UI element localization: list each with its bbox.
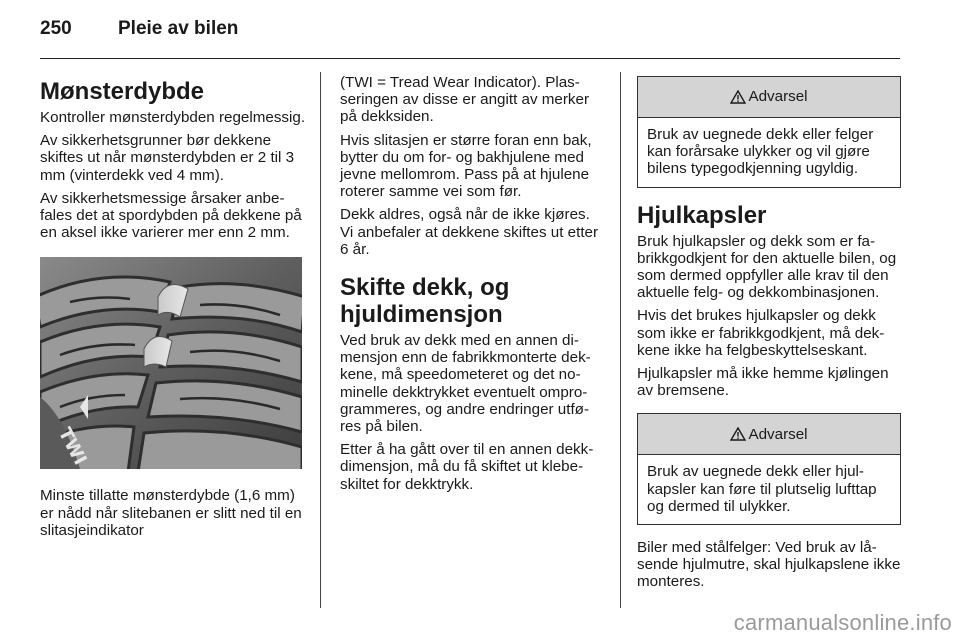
figure-caption: Minste tillatte mønsterdybde (1,6 mm) er nådd når slitebanen er slitt ned til en slitasjeindikator — [40, 487, 302, 539]
paragraph: Kontroller mønsterdybden regelmessig. — [40, 109, 306, 126]
warning-triangle-icon — [730, 90, 746, 104]
paragraph: Hvis det brukes hjulkapsler og dekk som ikke er fabrikkgodkjent, må dekkene ikke ha felgbeskyttelseskant. — [637, 307, 885, 359]
warning-title: Advarsel — [748, 88, 808, 106]
warning-header — [638, 77, 900, 118]
column-left — [40, 68, 306, 545]
column-divider — [320, 72, 321, 608]
paragraph: Dekk aldres, også når de ikke kjøres. Vi anbefaler at dekkene skiftes ut etter 6 år. — [340, 206, 599, 258]
section-heading: Hjulkapsler — [637, 201, 767, 229]
warning-title: Advarsel — [748, 425, 808, 443]
paragraph: Ved bruk av dekk med en annen dimensjon enn de fabrikkmonterte dekkene, må speedometeret og det nominelle dekktrykket eventuelt omprogrammeres, og andre endringer utføres på bilen. — [340, 332, 591, 436]
paragraph: Av sikkerhetsmessige årsaker anbefales det at spordybden på dekkene på en aksel ikke varierer mer enn 2 mm. — [40, 189, 302, 242]
section-heading: Mønsterdybde — [40, 78, 205, 105]
paragraph: Etter å ha gått over til en annen dekkdimensjon, må du få skiftet ut klebeskiltet for dekktrykk. — [340, 441, 594, 493]
paragraph: (TWI = Tread Wear Indicator). Plasseringen av disse er angitt av merker på dekksiden. — [340, 74, 590, 126]
page-header — [40, 18, 238, 48]
paragraph: Biler med stålfelger: Ved bruk av låsende hjulmutre, skal hjulkapslene ikke monteres. — [637, 539, 901, 591]
warning-text: Bruk av uegnede dekk eller hjulkapsler kan føre til plutselig lufttap og dermed til ulykker. — [647, 463, 877, 515]
warning-header — [638, 414, 900, 455]
chapter-title: Pleie av bilen — [118, 18, 239, 39]
twi-marker-label: TWI — [53, 424, 91, 469]
column-middle — [340, 74, 605, 499]
page-number: 250 — [40, 18, 72, 39]
column-right — [637, 74, 901, 597]
column-divider — [620, 72, 621, 608]
header-rule — [40, 58, 900, 59]
paragraph: Hvis slitasjen er større foran enn bak, bytter du om for- og bakhjulene med jevne mellomrom. Pass på at hjulene roterer samme vei som før. — [340, 131, 592, 201]
warning-box — [637, 413, 901, 525]
tyre-tread-illustration — [40, 257, 302, 469]
paragraph: Av sikkerhetsgrunner bør dekkene skiftes ut når mønsterdybden er 2 til 3 mm (vinterdekk ved 4 mm). — [40, 132, 295, 184]
paragraph: Bruk hjulkapsler og dekk som er fabrikkgodkjent for den aktuelle bilen, og som dermed oppfyller alle krav til den aktuelle felg- og dekkombinasjonen. — [637, 232, 897, 302]
warning-text: Bruk av uegnede dekk eller felger kan forårsake ulykker og vil gjøre bilens typegodkjenning ugyldig. — [647, 126, 874, 178]
paragraph: Hjulkapsler må ikke hemme kjølingen av bremsene. — [637, 365, 889, 400]
section-heading: Skifte dekk, og hjuldimensjon — [340, 274, 510, 329]
warning-box — [637, 76, 901, 188]
watermark: carmanualsonline.info — [733, 610, 952, 635]
warning-triangle-icon — [730, 427, 746, 441]
